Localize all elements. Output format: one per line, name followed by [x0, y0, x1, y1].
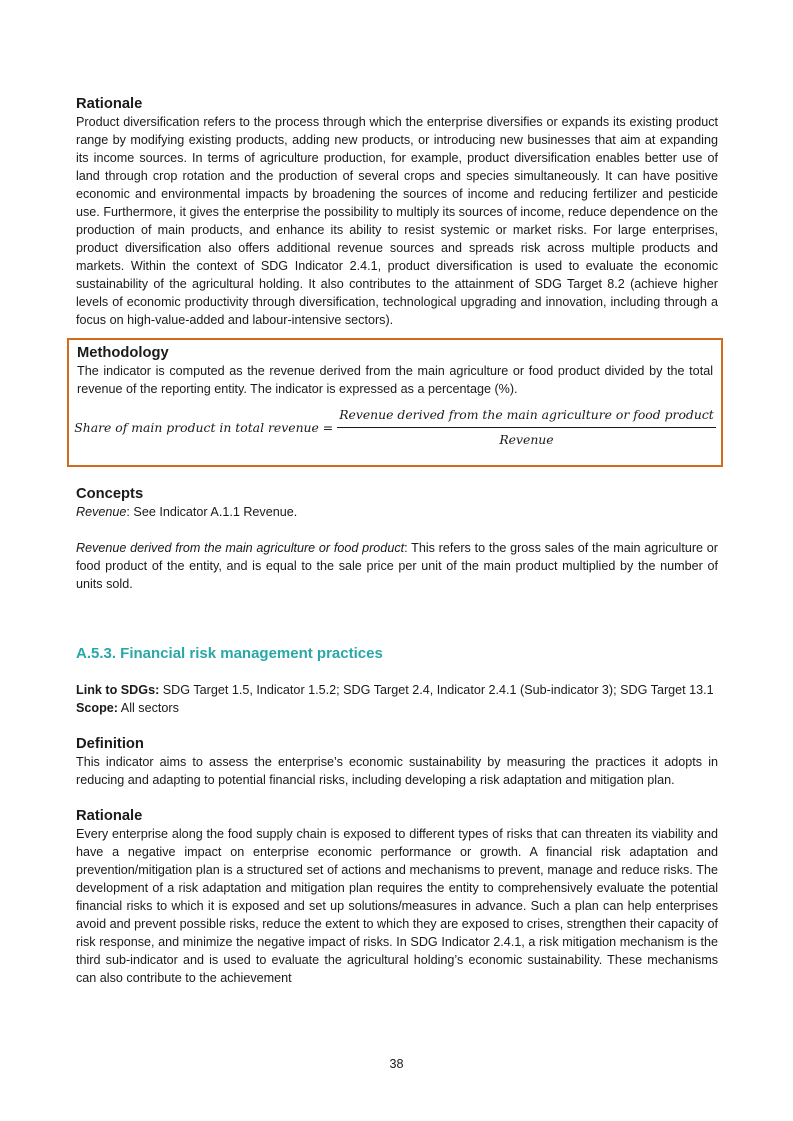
definition-paragraph: This indicator aims to assess the enterprise’s economic sustainability by measuring the practices it adopts in reducing and adapting to potential financial risks, including developing a risk adaptation and mitigation plan. [76, 755, 718, 787]
rationale2-paragraph: Every enterprise along the food supply chain is exposed to different types of risks that can threaten its viability and have a negative impact on enterprise economic performance or growth. A financial risk adaptation and prevention/mitigation plan is a structured set of actions and mechanisms to prevent, manage and reduce risks. The development of a risk adaptation and mitigation plan requires the entity to comprehensively evaluate the potential financial risks to which it is exposed and set up solutions/measures in advance. Such a plan can help enterprises avoid and prevent possible risks, reduce the extent to which they are exposed to crises, strengthen their capacity of risk response, and minimize the negative impact of risks. In SDG Indicator 2.4.1, a risk mitigation mechanism is the third sub-indicator and is used to evaluate the agricultural holding’s economic sustainability. These mechanisms can also contribute to the achievement [76, 827, 718, 985]
page-content [76, 95, 718, 987]
methodology-paragraph: The indicator is computed as the revenue derived from the main agriculture or food product divided by the total revenue of the reporting entity. The indicator is expressed as a percentage (%). [77, 364, 713, 396]
definition-heading: Definition [76, 736, 144, 752]
section-title: A.5.3. Financial risk management practices [76, 645, 383, 662]
concept-revenue-definition: : See Indicator A.1.1 Revenue. [126, 505, 298, 519]
formula-numerator: Revenue derived from the main agriculture or food product [337, 406, 716, 428]
scope-value: All sectors [118, 701, 179, 715]
link-to-sdgs-label: Link to SDGs: [76, 683, 160, 697]
scope-label: Scope: [76, 701, 118, 715]
concept-revenue [76, 503, 718, 521]
methodology-box [67, 338, 723, 467]
concept-main-product [76, 539, 718, 593]
methodology-heading: Methodology [77, 345, 169, 361]
formula-fraction [337, 406, 716, 449]
rationale2-heading: Rationale [76, 808, 143, 824]
rationale-heading: Rationale [76, 96, 143, 112]
scope [76, 699, 718, 717]
formula-denominator: Revenue [499, 432, 554, 447]
link-to-sdgs [76, 681, 718, 699]
rationale-paragraph: Product diversification refers to the process through which the enterprise diversifies or expands its existing product range by modifying existing products, adding new products, or introducing new businesses that aim at expanding its income sources. In terms of agriculture production, for example, product diversification enables better use of land through crop rotation and the production of several crops and species simultaneously. It can have positive economic and environmental impacts by broadening the sources of income and reducing fertilizer and pesticide use. Furthermore, it gives the enterprise the possibility to multiply its sources of income, reduce dependence on the production of main products, and enhance its ability to resist systemic or market risks. For large enterprises, product diversification also offers additional revenue sources and spreads risk across multiple products and markets. Within the context of SDG Indicator 2.4.1, product diversification is used to evaluate the economic sustainability of the agricultural holding. It also contributes to the attainment of SDG Target 8.2 (achieve higher levels of economic productivity through diversification, technological upgrading and innovation, including through a focus on high-value-added and labour-intensive sectors). [76, 115, 718, 327]
formula-lhs: Share of main product in total revenue = [74, 419, 334, 435]
link-to-sdgs-value: SDG Target 1.5, Indicator 1.5.2; SDG Target 2.4, Indicator 2.4.1 (Sub-indicator 3); SDG Target 13.1 [159, 683, 714, 697]
formula [74, 406, 714, 449]
concept-main-product-term: Revenue derived from the main agriculture or food product [76, 541, 405, 555]
concept-revenue-term: Revenue [76, 505, 127, 519]
concept-main-product-definition: : This refers to the gross sales of the main agriculture or food product of the entity, and is equal to the sale price per unit of the main product multiplied by the number of units sold. [76, 541, 718, 591]
page-number: 38 [389, 1057, 404, 1071]
concepts-heading: Concepts [76, 486, 144, 502]
